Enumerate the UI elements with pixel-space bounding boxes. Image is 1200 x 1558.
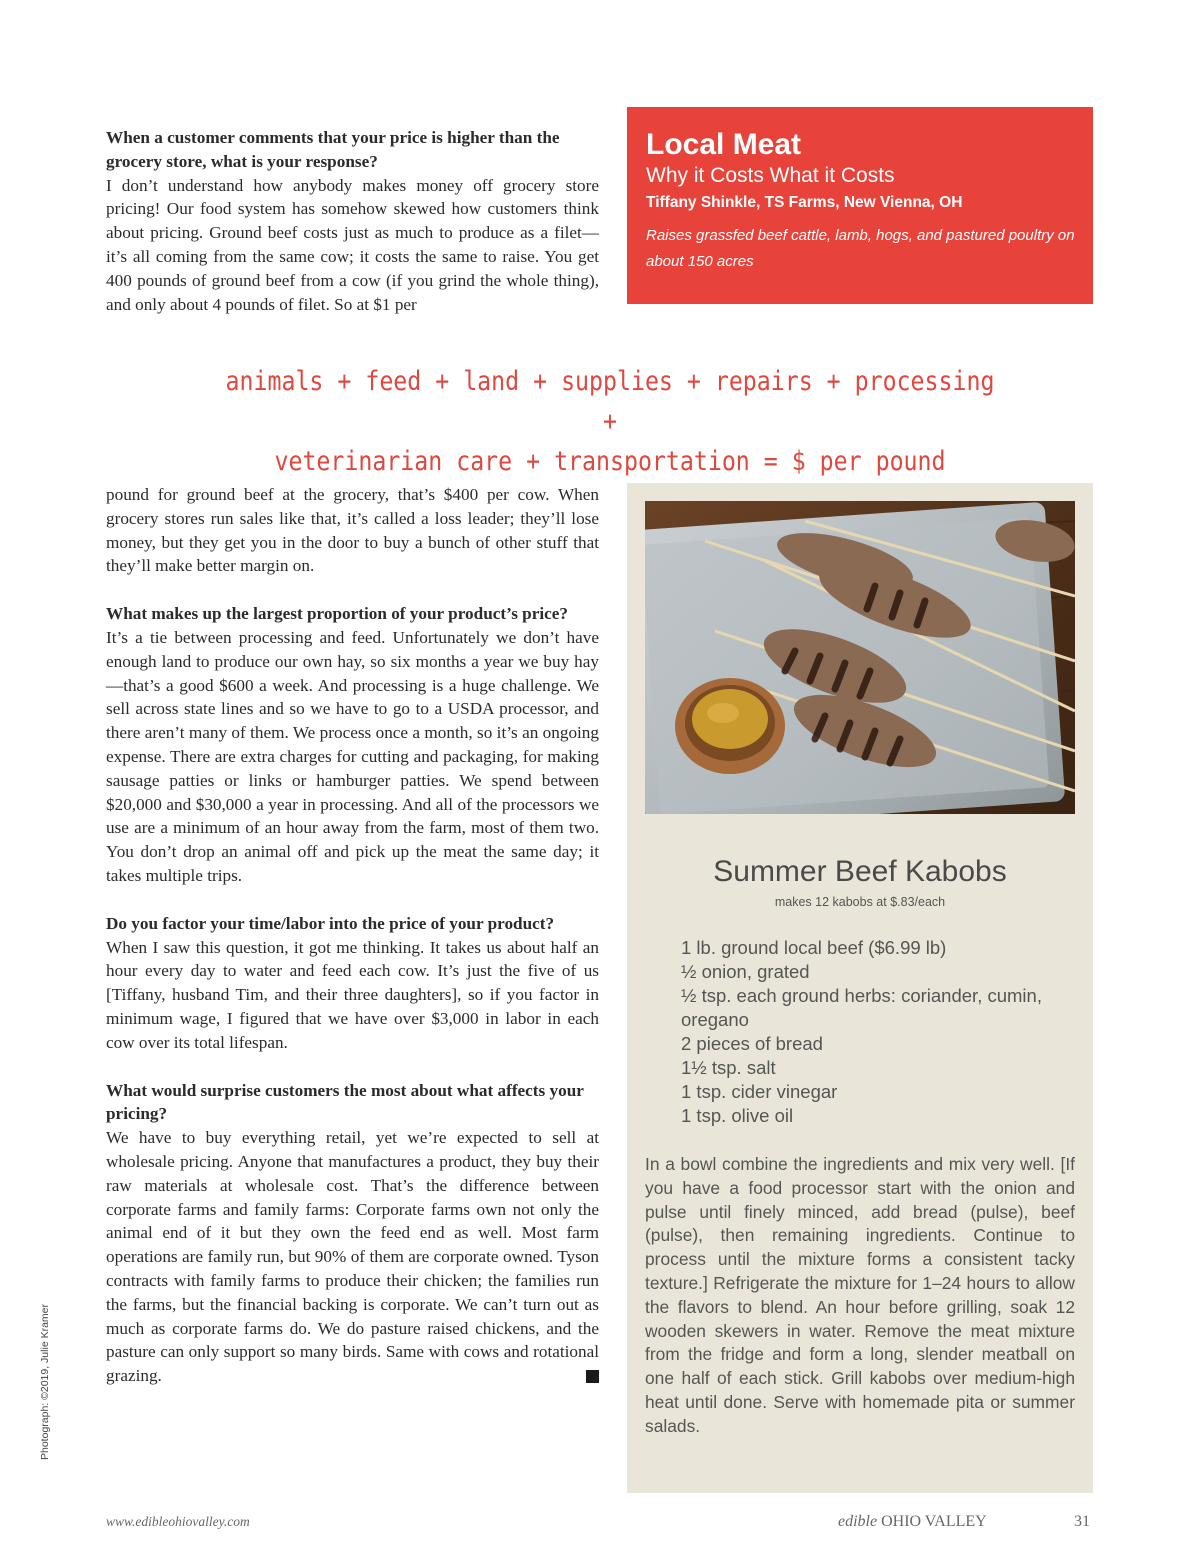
answer-4-text: We have to buy everything retail, yet we’re expected to sell at wholesale pricing. Anyone that manufactures a product, they buy their raw materials at wholesale cost. That’s the difference between corporate farms and family farms: Corporate farms own not only the animal end of it but they own the feed end as well. Most farm operations are family run, but 90% of them are corporate owned. Tyson contracts with family farms to produce their chicken; the families run the farms, but the financial backing is corporate. We can’t turn out as much as corporate farms do. We do pasture raised chickens, and the pasture can only support so many birds. Same with cows and rotational grazing.	[106, 1128, 599, 1386]
article-description: Raises grassfed beef cattle, lamb, hogs, and pastured poultry on about 150 acres	[646, 227, 1075, 270]
ingredient-item: 1 tsp. cider vinegar	[681, 1081, 838, 1102]
question-2: What makes up the largest proportion of your product’s price?	[106, 604, 568, 624]
ingredient-item: ½ onion, grated	[681, 961, 810, 982]
article-title: Local Meat	[646, 128, 802, 161]
equation-line-1: animals + feed + land + supplies + repairs + processing +	[225, 366, 995, 437]
article-header-box	[627, 107, 1093, 304]
intro-question: When a customer comments that your price is higher than the grocery store, what is your response?	[106, 128, 560, 171]
question-3: Do you factor your time/labor into the price of your product?	[106, 913, 555, 933]
end-mark-icon	[586, 1370, 599, 1383]
page-number: 31	[1074, 1513, 1090, 1530]
answer-3: When I saw this question, it got me thinking. It takes us about half an hour every day to water and feed each cow. It’s just the five of us [Tiffany, husband Tim, and their three daughters], so if you factor in minimum wage, I figured that we have over $3,000 in labor in each cow over its total lifespan.	[106, 937, 599, 1052]
article-body	[106, 483, 599, 1388]
continued-paragraph: pound for ground beef at the grocery, that’s $400 per cow. When grocery stores run sales like that, it’s called a loss leader; they’ll lose money, but they get you in the door to buy a bunch of other stuff that they’ll make better margin on.	[106, 485, 599, 576]
kabob-photo	[645, 501, 1075, 814]
answer-4	[106, 1126, 599, 1388]
footer-magazine-name	[838, 1513, 987, 1531]
article-author: Tiffany Shinkle, TS Farms, New Vienna, OH	[646, 194, 963, 211]
ingredient-item: 1 lb. ground local beef ($6.99 lb)	[681, 937, 947, 958]
magazine-region: OHIO VALLEY	[881, 1513, 987, 1530]
ingredient-item: 2 pieces of bread	[681, 1033, 823, 1054]
recipe-title: Summer Beef Kabobs	[713, 855, 1007, 888]
equation-line-2: veterinarian care + transportation = $ per pound	[274, 446, 946, 477]
cost-equation	[223, 362, 997, 482]
recipe-yield: makes 12 kabobs at $.83/each	[774, 895, 946, 909]
intro-section	[106, 126, 599, 316]
kabob-photo-illustration	[645, 501, 1075, 814]
question-4: What would surprise customers the most about what affects your pricing?	[106, 1080, 584, 1124]
footer-url[interactable]: www.edibleohiovalley.com	[106, 1514, 250, 1529]
answer-2: It’s a tie between processing and feed. Unfortunately we don’t have enough land to produce our own hay, so six months a year we buy hay—that’s a good $600 a week. And processing is a huge challenge. We sell across state lines and so we have to go to a USDA processor, and there aren’t many of them. We process once a month, so it’s an ongoing expense. There are extra charges for cutting and packaging, for making sausage patties or links or hamburger patties. We spend between $20,000 and $30,000 a year in processing. And all of the processors we use are a minimum of an hour away from the farm, most of them two. You don’t drop an animal off and pick up the meat the same day; it takes multiple trips.	[106, 627, 599, 885]
magazine-edible: edible	[838, 1513, 878, 1530]
recipe-panel	[627, 483, 1093, 1493]
photo-credit: Photograph: ©2019, Julie Kramer	[39, 1304, 51, 1460]
recipe-method: In a bowl combine the ingredients and mix very well. [If you have a food processor start with the onion and pulse until finely minced, add bread (pulse), beef (pulse), then remaining ingredients. Continue to process until the mixture forms a consistent tacky texture.] Refrigerate the mixture for 1–24 hours to allow the flavors to blend. An hour before grilling, soak 12 wooden skewers in water. Remove the meat mixture from the fridge and form a long, slender meatball on one half of each stick. Grill kabobs over medium-high heat until done. Serve with homemade pita or summer salads.	[645, 1154, 1075, 1436]
intro-answer: I don’t understand how anybody makes money off grocery store pricing! Our food system has somehow skewed how customers think about pricing. Ground beef costs just as much to produce as a filet—it’s all coming from the same cow; it costs the same to raise. You get 400 pounds of ground beef from a cow (if you grind the whole thing), and only about 4 pounds of filet. So at $1 per	[106, 175, 599, 314]
ingredient-item: 1½ tsp. salt	[681, 1057, 776, 1078]
article-subtitle: Why it Costs What it Costs	[646, 164, 895, 187]
ingredient-item: 1 tsp. olive oil	[681, 1105, 794, 1126]
ingredient-list	[681, 936, 1081, 1128]
ingredient-item: ½ tsp. each ground herbs: coriander, cumin, oregano	[681, 985, 1042, 1030]
